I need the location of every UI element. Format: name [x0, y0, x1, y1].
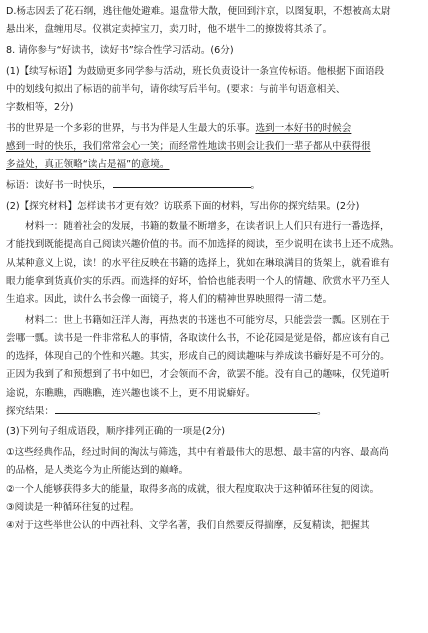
option-d-line-1: D.杨志因丢了花石纲，逃往他处避难。退盘带大散，便回到汴京，以图复职，不想被高太尉	[6, 6, 391, 17]
subquestion-1-line-3: 字数相等，2分)	[6, 102, 74, 114]
material-1-line-4: 眼力能拿到货真价实的乐西。而选择的好坏，恰恰也能表明一个人的情趣、欣赏水平乃至人	[6, 275, 390, 287]
subquestion-1-line-2: 中的划线句拟出了标语的前半句，请你续写后半句。(要求：与前半句语意相关、	[6, 83, 346, 95]
sentence-3: ③阅读是一种循环往复的过程。	[6, 501, 140, 513]
underlined-sentence-part-2: 感到一时的快乐，我们常常会心一笑；而经常性地读书则会让我们一辈子都从中获得很	[6, 140, 371, 152]
underlined-sentence-part-3: 多益处，真正领略“读占是福”的意境。	[6, 159, 170, 171]
slogan-line	[6, 177, 418, 195]
material-1-line-5: 生追求。因此，读什么书会像一面镜子，将人们的精神世界映照得一清二楚。	[6, 294, 333, 306]
material-1-line-3: 从某种意义上说，读！的水平往反映在书籍的选择上，犹如在琳琅满目的货架上，就看谁有	[6, 257, 390, 269]
subquestion-2-title: (2)【探究材料】怎样读书才更有效？访联系下面的材料，写出你的探究结果。(2分)	[6, 200, 360, 212]
passage-line-2	[6, 138, 418, 156]
result-line	[6, 403, 418, 421]
sentence-2: ②一个人能够获得多大的能量，取得多高的成就，很大程度取决于这种循环往复的阅读。	[6, 483, 380, 495]
underlined-sentence-part-1: 选到一本好书的时候会	[255, 122, 352, 134]
sentence-4: ④对于这些举世公认的中西社科、文学名著，我们自然要反得揣摩，反复精读，把握其	[6, 519, 370, 531]
material-1-line-2: 才能找到既能提高自己阅读兴趣价值的书。而不加选择的阅读，至少说明在读书上还不成熟。	[6, 239, 400, 251]
material-2-line-2: 尝哪一瓢。读书是一件非常私人的事情，各取读什么书，不论花园是觉是俗，都应该有自己	[6, 332, 390, 344]
slogan-label: 标语：读好书一时快乐，	[6, 179, 112, 191]
result-answer-blank[interactable]	[55, 404, 317, 414]
material-2-line-1: 材料二：世上书籍如汪洋人海，再热衷的书迷也不可能穷尽，只能尝尝一瓢。区别在于	[25, 314, 390, 326]
slogan-end-mark: 。	[250, 179, 261, 191]
result-end-mark: 。	[316, 405, 327, 417]
subquestion-1-line-1: (1)【续写标语】为鼓励更多同学参与活动，班长负责设计一条宣传标语。他根据下面语段	[6, 65, 385, 77]
passage-line-3	[6, 156, 418, 174]
sentence-1-line-2: 的品格，是人类迄今为止所能达到的巅峰。	[6, 465, 189, 477]
sentence-1-line-1: ①这些经典作品，经过时间的淘汰与筛选，其中有着最伟大的思想、最丰富的内容、最高尚	[6, 447, 389, 459]
material-2-line-3: 的选择，体现自己的个性和兴趣。其实，形成自己的阅读趣味与养成读书癖好是不可分的。	[6, 351, 390, 363]
material-2-line-5: 途说，东瞧瞧，西瞧瞧，连兴趣也谈不上，更不用说癖好。	[6, 387, 256, 399]
option-d-line-2: 悬出米，盘缠用尽。仪祺定卖掉宝刀，卖刀时，他不堪牛二的撩拨将其杀了。	[6, 24, 333, 36]
question-8-title: 8. 请你参与“好读书，读好书”综合性学习活动。(6分)	[6, 44, 234, 56]
passage-line-1	[6, 120, 418, 138]
subquestion-3-title: (3)下列句子组成语段，顺序排列正确的一项是(2分)	[6, 426, 226, 438]
result-label: 探究结果：	[6, 405, 54, 417]
material-1-line-1: 材料一：随着社会的发展，书籍的数量不断增多，在读者识上人们只有进行一番选择，	[25, 221, 390, 233]
material-2-line-4: 正因为我到了和预想到了书中如巴，才会领而不舍，欲罢不能。没有自己的趣味，仅凭道听	[6, 369, 390, 381]
passage-plain-text: 书的世界是一个多彩的世界，与书为伴是人生最大的乐事。	[6, 122, 256, 134]
slogan-answer-blank[interactable]	[113, 178, 251, 188]
